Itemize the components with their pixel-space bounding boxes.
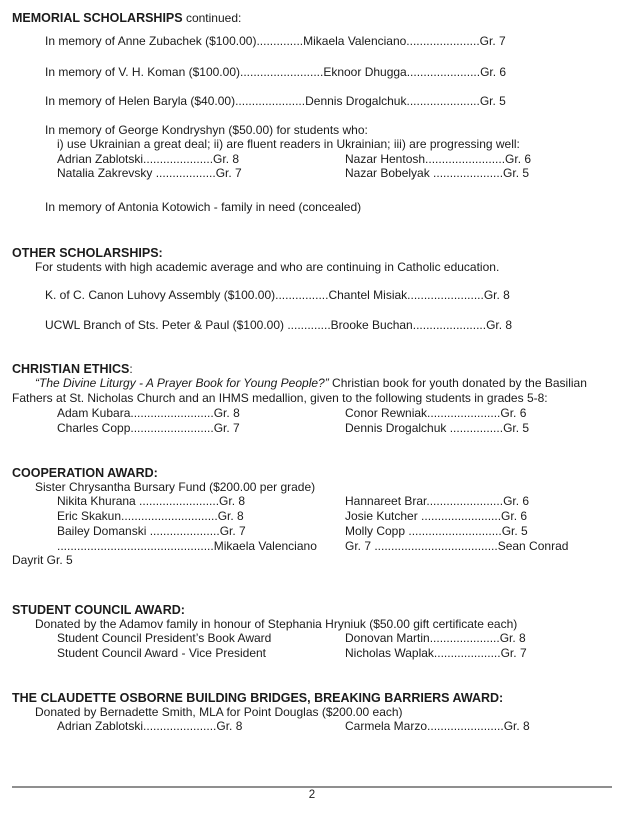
- cooperation-row-1: [12, 494, 612, 509]
- footer-divider: [12, 786, 612, 788]
- cooperation-award-heading: COOPERATION AWARD:: [12, 465, 158, 480]
- other-entry-luhovy: K. of C. Canon Luhovy Assembly ($100.00)................Chantel Misiak.......................Gr. 8: [45, 288, 510, 303]
- cooperation-subtitle: Sister Chrysantha Bursary Fund ($200.00 per grade): [35, 479, 316, 494]
- claudette-osborne-heading: THE CLAUDETTE OSBORNE BUILDING BRIDGES, BREAKING BARRIERS AWARD:: [12, 690, 504, 705]
- other-scholarships-heading: OTHER SCHOLARSHIPS:: [12, 245, 163, 260]
- claudette-description: Donated by Bernadette Smith, MLA for Point Douglas ($200.00 each): [35, 704, 403, 719]
- student-council-row-1: [12, 631, 612, 646]
- cooperation-recipient: Josie Kutcher ........................Gr. 6: [345, 508, 528, 523]
- christian-row-2: [12, 421, 612, 436]
- cooperation-recipient: ...............................................Mikaela Valenciano: [57, 538, 317, 553]
- christian-ethics-heading: [12, 362, 612, 376]
- cooperation-row-2: [12, 509, 612, 524]
- kondryshyn-row-1: [12, 152, 612, 167]
- cooperation-recipient: Eric Skakun.............................Gr. 8: [57, 508, 244, 523]
- claudette-row-1: [12, 719, 612, 734]
- cooperation-row-4: [12, 539, 612, 554]
- cooperation-recipient: Nikita Khurana ........................Gr. 8: [57, 494, 246, 509]
- claudette-recipient: Adrian Zablotski......................Gr. 8: [57, 719, 243, 734]
- kondryshyn-intro: In memory of George Kondryshyn ($50.00) for students who:: [45, 122, 368, 137]
- memorial-entry-kotowich: In memory of Antonia Kotowich - family in need (concealed): [45, 200, 362, 215]
- memorial-entry-koman: In memory of V. H. Koman ($100.00).........................Eknoor Dhugga......................Gr. 6: [45, 64, 507, 79]
- kondryshyn-recipient: Natalia Zakrevsky ..................Gr. 7: [57, 166, 242, 181]
- memorial-heading-bold: MEMORIAL SCHOLARSHIPS: [12, 11, 183, 25]
- christian-paragraph-text: Christian book for youth donated by the Basilian Fathers at St. Nicholas Church and an IHMS medallion, given to the following students in grades 5-8:: [12, 376, 587, 406]
- christian-recipient: Dennis Drogalchuk ................Gr. 5: [345, 420, 530, 435]
- book-title-italic: “The Divine Liturgy - A Prayer Book for Young People?”: [35, 376, 329, 391]
- kondryshyn-criteria: i) use Ukrainian a great deal; ii) are fluent readers in Ukrainian; iii) are progressing well:: [57, 137, 520, 151]
- claudette-recipient: Carmela Marzo.......................Gr. 8: [345, 719, 530, 734]
- award-label: Student Council Award - Vice President: [57, 646, 267, 661]
- cooperation-recipient: Molly Copp ............................Gr. 5: [345, 523, 528, 538]
- other-scholarships-description: For students with high academic average and who are continuing in Catholic education.: [35, 259, 500, 274]
- cooperation-recipient: Hannareet Brar.......................Gr. 6: [345, 494, 530, 509]
- memorial-entry-baryla: In memory of Helen Baryla ($40.00).....................Dennis Drogalchuk......................Gr. 5: [45, 94, 506, 108]
- award-recipient: Nicholas Waplak....................Gr. 7: [345, 646, 527, 661]
- kondryshyn-recipient: Nazar Bobelyak .....................Gr. 5: [345, 166, 530, 181]
- kondryshyn-recipient: Adrian Zablotski.....................Gr. 8: [57, 151, 240, 166]
- cooperation-row-3: [12, 524, 612, 539]
- christian-recipient: Conor Rewniak......................Gr. 6: [345, 406, 527, 421]
- christian-recipient: Adam Kubara.........................Gr. 8: [57, 406, 240, 421]
- christian-heading-bold: CHRISTIAN ETHICS: [12, 362, 130, 377]
- student-council-description: Donated by the Adamov family in honour of Stephania Hryniuk ($50.00 gift certificate each): [35, 616, 518, 631]
- christian-heading-colon: :: [129, 362, 133, 377]
- cooperation-recipient: Gr. 7 .....................................Sean Conrad: [345, 538, 569, 553]
- christian-row-1: [12, 406, 612, 421]
- cooperation-recipient: Bailey Domanski .....................Gr. 7: [57, 523, 246, 538]
- christian-recipient: Charles Copp.........................Gr. 7: [57, 420, 240, 435]
- student-council-heading: STUDENT COUNCIL AWARD:: [12, 602, 185, 617]
- student-council-row-2: [12, 646, 612, 661]
- award-recipient: Donovan Martin.....................Gr. 8: [345, 631, 526, 646]
- cooperation-overflow-dayrit: Dayrit Gr. 5: [12, 553, 73, 568]
- page-number: 2: [308, 789, 316, 801]
- memorial-scholarships-heading: [12, 11, 612, 25]
- christian-ethics-paragraph: [12, 376, 612, 406]
- other-entry-ucwl: UCWL Branch of Sts. Peter & Paul ($100.00) .............Brooke Buchan......................Gr. 8: [45, 317, 513, 332]
- award-label: Student Council President’s Book Award: [57, 631, 272, 646]
- kondryshyn-row-2: [12, 166, 612, 181]
- kondryshyn-recipient: Nazar Hentosh........................Gr. 6: [345, 151, 532, 166]
- memorial-entry-zubachek: In memory of Anne Zubachek ($100.00)..............Mikaela Valenciano......................Gr. 7: [45, 34, 506, 48]
- memorial-heading-continued: continued:: [182, 11, 242, 25]
